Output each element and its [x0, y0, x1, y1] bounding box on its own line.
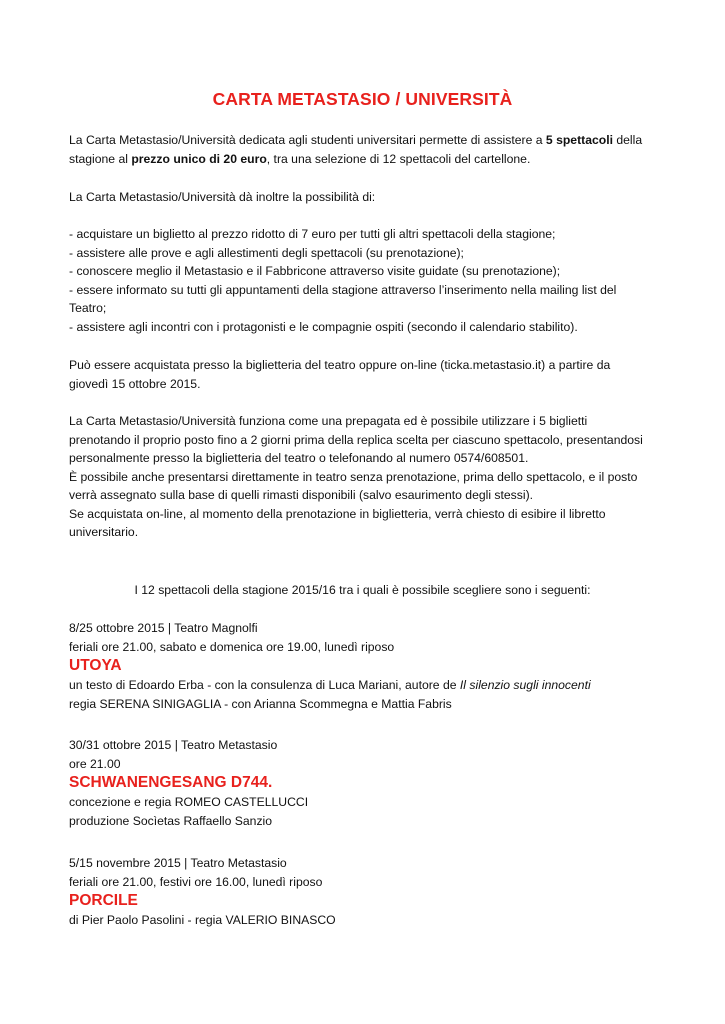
show-description: di Pier Paolo Pasolini - regia VALERIO BINASCO [69, 913, 336, 927]
paragraph-line: prenotando il proprio posto fino a 2 giorni prima della replica scelta per ciascuno spettacolo, presentandosi [69, 432, 643, 447]
intro-line-1 [69, 131, 659, 150]
show-description [69, 676, 659, 695]
list-item: - essere informato su tutti gli appuntamenti della stagione attraverso l’inserimento nella mailing list del [69, 282, 617, 297]
paragraph-line: Può essere acquistata presso la biglietteria del teatro oppure on-line (ticka.metastasio.it) a partire da [69, 358, 611, 372]
show-credits: produzione Socìetas Raffaello Sanzio [69, 813, 273, 828]
show-times: feriali ore 21.00, sabato e domenica ore 19.00, lunedì riposo [69, 639, 395, 654]
possibilities-list [69, 225, 659, 336]
paragraph-line: È possibile anche presentarsi direttamente in teatro senza prenotazione, prima dello spettacolo, e il posto [69, 469, 638, 484]
intro-paragraph [69, 131, 659, 168]
show-credits: regia SERENA SINIGAGLIA - con Arianna Scommegna e Mattia Fabris [69, 696, 452, 711]
show-title: UTOYA [69, 657, 122, 674]
list-item: - assistere agli incontri con i protagonisti e le compagnie ospiti (secondo il calendario stabilito). [69, 319, 578, 334]
show-title: PORCILE [69, 892, 138, 909]
show-title: SCHWANENGESANG D744. [69, 774, 273, 791]
page-title: CARTA METASTASIO / UNIVERSITÀ [212, 89, 513, 109]
show-date-venue: 30/31 ottobre 2015 | Teatro Metastasio [69, 738, 278, 752]
show-times: feriali ore 21.00, festivi ore 16.00, lunedì riposo [69, 874, 323, 889]
show-date-venue: 5/15 novembre 2015 | Teatro Metastasio [69, 856, 287, 870]
show-entry [69, 736, 659, 830]
intro-highlight-shows: 5 spettacoli [545, 133, 613, 147]
show-entry [69, 854, 659, 930]
intro-text: della [612, 133, 643, 147]
intro-line-2 [69, 150, 659, 169]
paragraph-line: personalmente presso la biglietteria del teatro o telefonando al numero 0574/608501. [69, 451, 529, 465]
show-entry [69, 619, 659, 713]
shows-intro: I 12 spettacoli della stagione 2015/16 tra i quali è possibile scegliere sono i seguenti: [134, 583, 591, 597]
show-description-italic: Il silenzio sugli innocenti [459, 678, 591, 692]
possibilities-intro: La Carta Metastasio/Università dà inoltre la possibilità di: [69, 190, 376, 204]
list-item: - assistere alle prove e agli allestimenti degli spettacoli (su prenotazione); [69, 245, 464, 260]
intro-text: stagione al [69, 151, 132, 166]
intro-text: , tra una selezione di 12 spettacoli del cartellone. [266, 151, 531, 166]
paragraph-line: Se acquistata on-line, al momento della prenotazione in biglietteria, verrà chiesto di esibire il libretto [69, 506, 606, 521]
intro-text: La Carta Metastasio/Università dedicata agli studenti universitari permette di assistere a [69, 133, 546, 147]
show-description: concezione e regia ROMEO CASTELLUCCI [69, 795, 309, 809]
purchase-paragraph [69, 356, 659, 393]
list-item: - acquistare un biglietto al prezzo ridotto di 7 euro per tutti gli altri spettacoli della stagione; [69, 227, 556, 241]
intro-highlight-price: prezzo unico di 20 euro [131, 151, 267, 166]
list-item: - conoscere meglio il Metastasio e il Fabbricone attraverso visite guidate (su prenotazione); [69, 264, 561, 278]
list-item: Teatro; [69, 301, 107, 315]
paragraph-line: giovedì 15 ottobre 2015. [69, 376, 201, 391]
paragraph-line: universitario. [69, 525, 139, 539]
paragraph-line: verrà assegnato sulla base di quelli rimasti disponibili (salvo esaurimento degli stessi). [69, 488, 534, 502]
usage-paragraph [69, 412, 659, 542]
paragraph-line: La Carta Metastasio/Università funziona come una prepagata ed è possibile utilizzare i 5 biglietti [69, 414, 588, 428]
show-description-text: un testo di Edoardo Erba - con la consulenza di Luca Mariani, autore de [69, 678, 460, 692]
show-date-venue: 8/25 ottobre 2015 | Teatro Magnolfi [69, 621, 258, 635]
show-times: ore 21.00 [69, 756, 121, 771]
